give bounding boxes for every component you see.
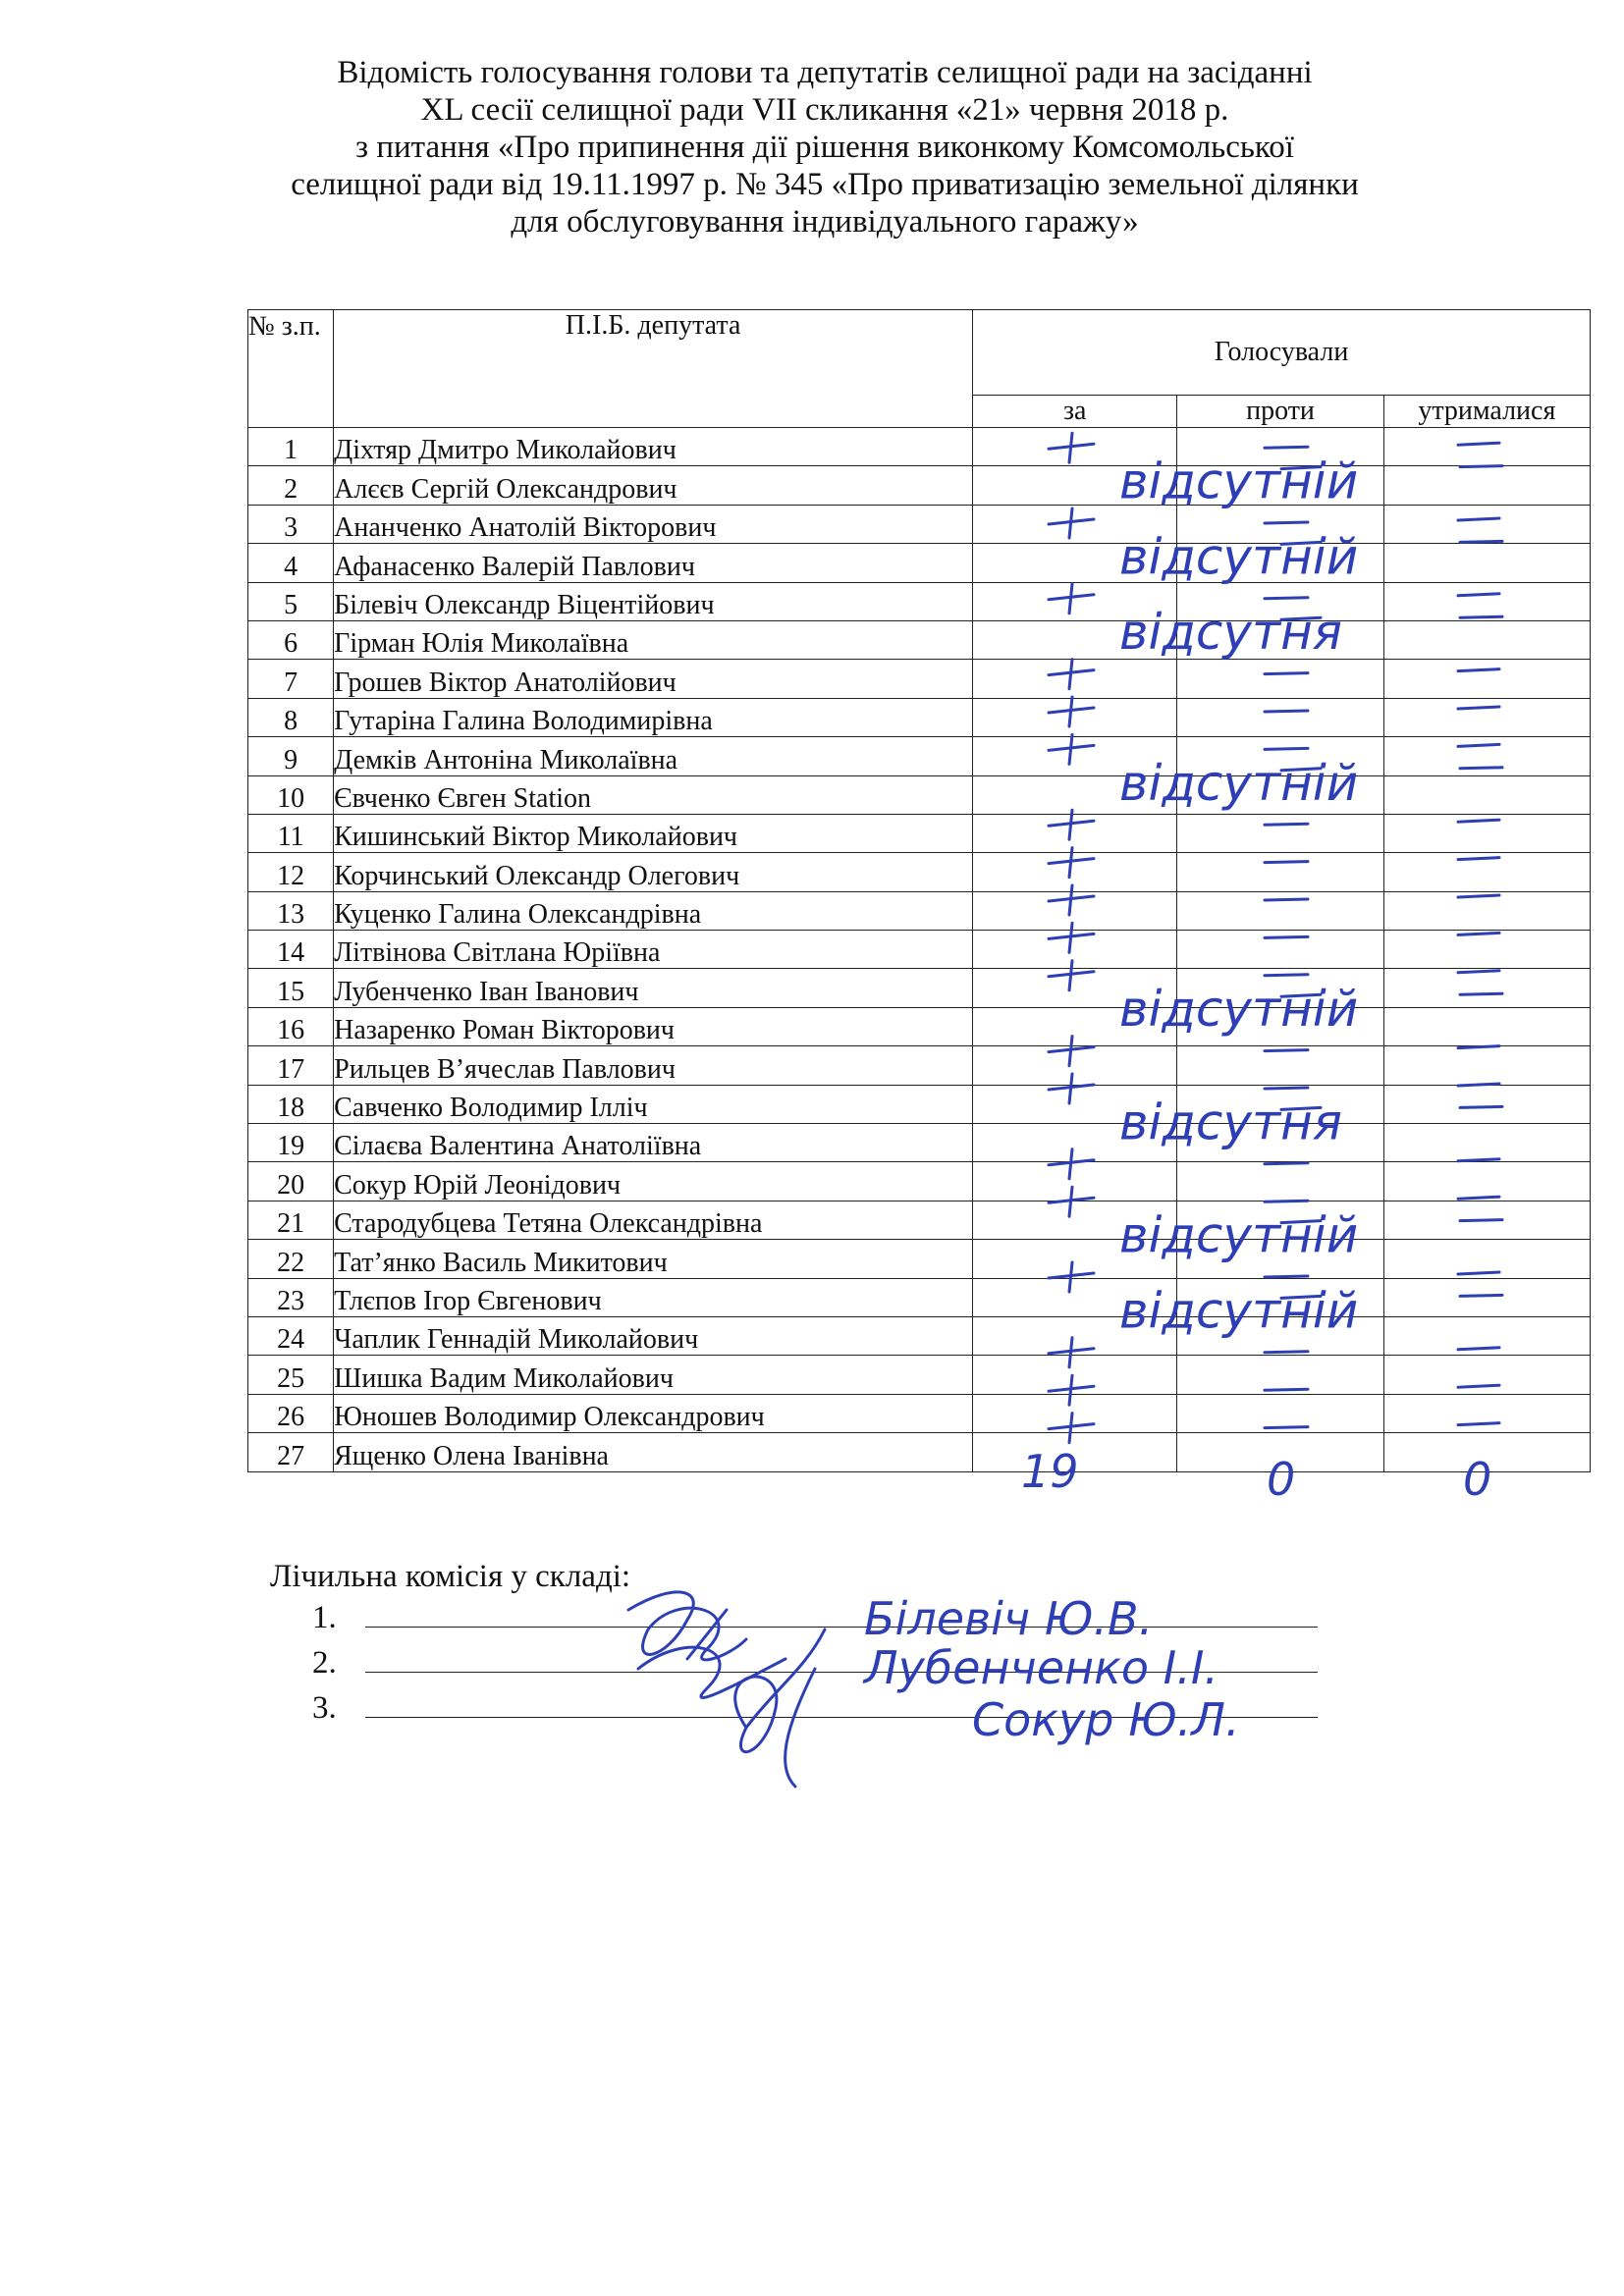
deputy-name: Літвінова Світлана Юріївна — [334, 931, 973, 969]
signature-3 — [735, 1629, 825, 1787]
row-number: 17 — [248, 1046, 334, 1085]
title-line-1: Відомість голосування голови та депутатів селищної ради на засіданні — [337, 55, 1313, 90]
deputy-name: Кишинський Віктор Миколайович — [334, 814, 973, 852]
commission-member-3-handwritten: Сокур Ю.Л. — [972, 1693, 1240, 1746]
header-for: за — [973, 396, 1177, 428]
deputy-name: Євченко Євген Station — [334, 775, 973, 814]
signature-1 — [628, 1592, 746, 1660]
absent-note: відсутній — [1119, 528, 1359, 586]
deputy-name: Сокур Юрій Леонідович — [334, 1162, 973, 1201]
absent-note: відсутній — [1119, 1282, 1359, 1340]
commission-member-2-handwritten: Лубенченко І.І. — [864, 1641, 1219, 1694]
deputy-name: Куценко Галина Олександрівна — [334, 891, 973, 930]
absent-note: відсутня — [1119, 1094, 1342, 1151]
deputy-name: Демків Антоніна Миколаївна — [334, 737, 973, 775]
deputy-name: Гірман Юлія Миколаївна — [334, 620, 973, 659]
row-number: 5 — [248, 582, 334, 620]
commission-number: 3. — [312, 1690, 337, 1726]
deputy-name: Савченко Володимир Ілліч — [334, 1085, 973, 1123]
row-number: 13 — [248, 891, 334, 930]
deputy-name: Афанасенко Валерій Павлович — [334, 544, 973, 582]
row-number: 20 — [248, 1162, 334, 1201]
row-number: 7 — [248, 660, 334, 698]
deputy-name: Тат’янко Василь Микитович — [334, 1240, 973, 1278]
title-line-2: XL сесії селищної ради VII скликання «21» червня 2018 р. — [420, 92, 1229, 128]
row-number: 3 — [248, 505, 334, 543]
deputy-name: Чаплик Геннадій Миколайович — [334, 1316, 973, 1355]
commission-number: 2. — [312, 1645, 337, 1681]
title-line-5: для обслуговування індивідуального гаражу» — [511, 204, 1139, 240]
absent-note: відсутня — [1119, 604, 1342, 662]
counting-commission-label: Лічильна комісія у складі: — [270, 1559, 631, 1594]
row-number: 14 — [248, 931, 334, 969]
row-number: 15 — [248, 969, 334, 1007]
deputy-name: Алєєв Сергій Олександрович — [334, 466, 973, 505]
row-number: 26 — [248, 1394, 334, 1432]
row-number: 24 — [248, 1316, 334, 1355]
row-number: 10 — [248, 775, 334, 814]
deputy-name: Стародубцева Тетяна Олександрівна — [334, 1201, 973, 1239]
row-number: 6 — [248, 620, 334, 659]
deputy-name: Тлєпов Ігор Євгенович — [334, 1278, 973, 1316]
deputy-name: Назаренко Роман Вікторович — [334, 1007, 973, 1045]
row-number: 11 — [248, 814, 334, 852]
row-number: 4 — [248, 544, 334, 582]
commission-number: 1. — [312, 1600, 337, 1635]
deputy-name: Шишка Вадим Миколайович — [334, 1356, 973, 1394]
row-number: 8 — [248, 698, 334, 736]
row-number: 22 — [248, 1240, 334, 1278]
row-number: 16 — [248, 1007, 334, 1045]
row-number: 2 — [248, 466, 334, 505]
row-number: 25 — [248, 1356, 334, 1394]
absent-note: відсутній — [1119, 453, 1359, 510]
header-name: П.І.Б. депутата — [334, 310, 973, 428]
row-number: 18 — [248, 1085, 334, 1123]
title-line-3: з питання «Про припинення дії рішення виконкому Комсомольської — [355, 130, 1294, 165]
deputy-name: Ананченко Анатолій Вікторович — [334, 505, 973, 543]
signature-2 — [638, 1610, 785, 1697]
title-line-4: селищної ради від 19.11.1997 р. № 345 «Про приватизацію земельної ділянки — [291, 167, 1359, 202]
deputy-name: Лубенченко Іван Іванович — [334, 969, 973, 1007]
row-number: 23 — [248, 1278, 334, 1316]
row-number: 27 — [248, 1433, 334, 1471]
deputy-name: Ященко Олена Іванівна — [334, 1433, 973, 1471]
deputy-name: Діхтяр Дмитро Миколайович — [334, 428, 973, 466]
absent-note: відсутній — [1119, 981, 1359, 1039]
deputy-name: Корчинський Олександр Олегович — [334, 853, 973, 891]
deputy-name: Юношев Володимир Олександрович — [334, 1394, 973, 1432]
deputy-name: Грошев Віктор Анатолійович — [334, 660, 973, 698]
deputy-name: Рильцев В’ячеслав Павлович — [334, 1046, 973, 1085]
row-number: 1 — [248, 428, 334, 466]
deputy-name: Гутаріна Галина Володимирівна — [334, 698, 973, 736]
row-number: 9 — [248, 737, 334, 775]
header-number: № з.п. — [248, 310, 334, 428]
row-number: 21 — [248, 1201, 334, 1239]
absent-note: відсутній — [1119, 754, 1359, 812]
commission-member-1-handwritten: Білевіч Ю.В. — [864, 1592, 1154, 1645]
deputy-name: Білевіч Олександр Віцентійович — [334, 582, 973, 620]
row-number: 19 — [248, 1124, 334, 1162]
total-for: 19 — [1021, 1444, 1079, 1498]
row-number: 12 — [248, 853, 334, 891]
total-against: 0 — [1267, 1452, 1296, 1506]
header-voted: Голосували — [973, 310, 1591, 396]
total-abstained: 0 — [1463, 1452, 1492, 1506]
absent-note: відсутній — [1119, 1206, 1359, 1264]
header-abstained: утрималися — [1383, 396, 1590, 428]
header-against: проти — [1177, 396, 1383, 428]
deputy-name: Сілаєва Валентина Анатоліївна — [334, 1124, 973, 1162]
